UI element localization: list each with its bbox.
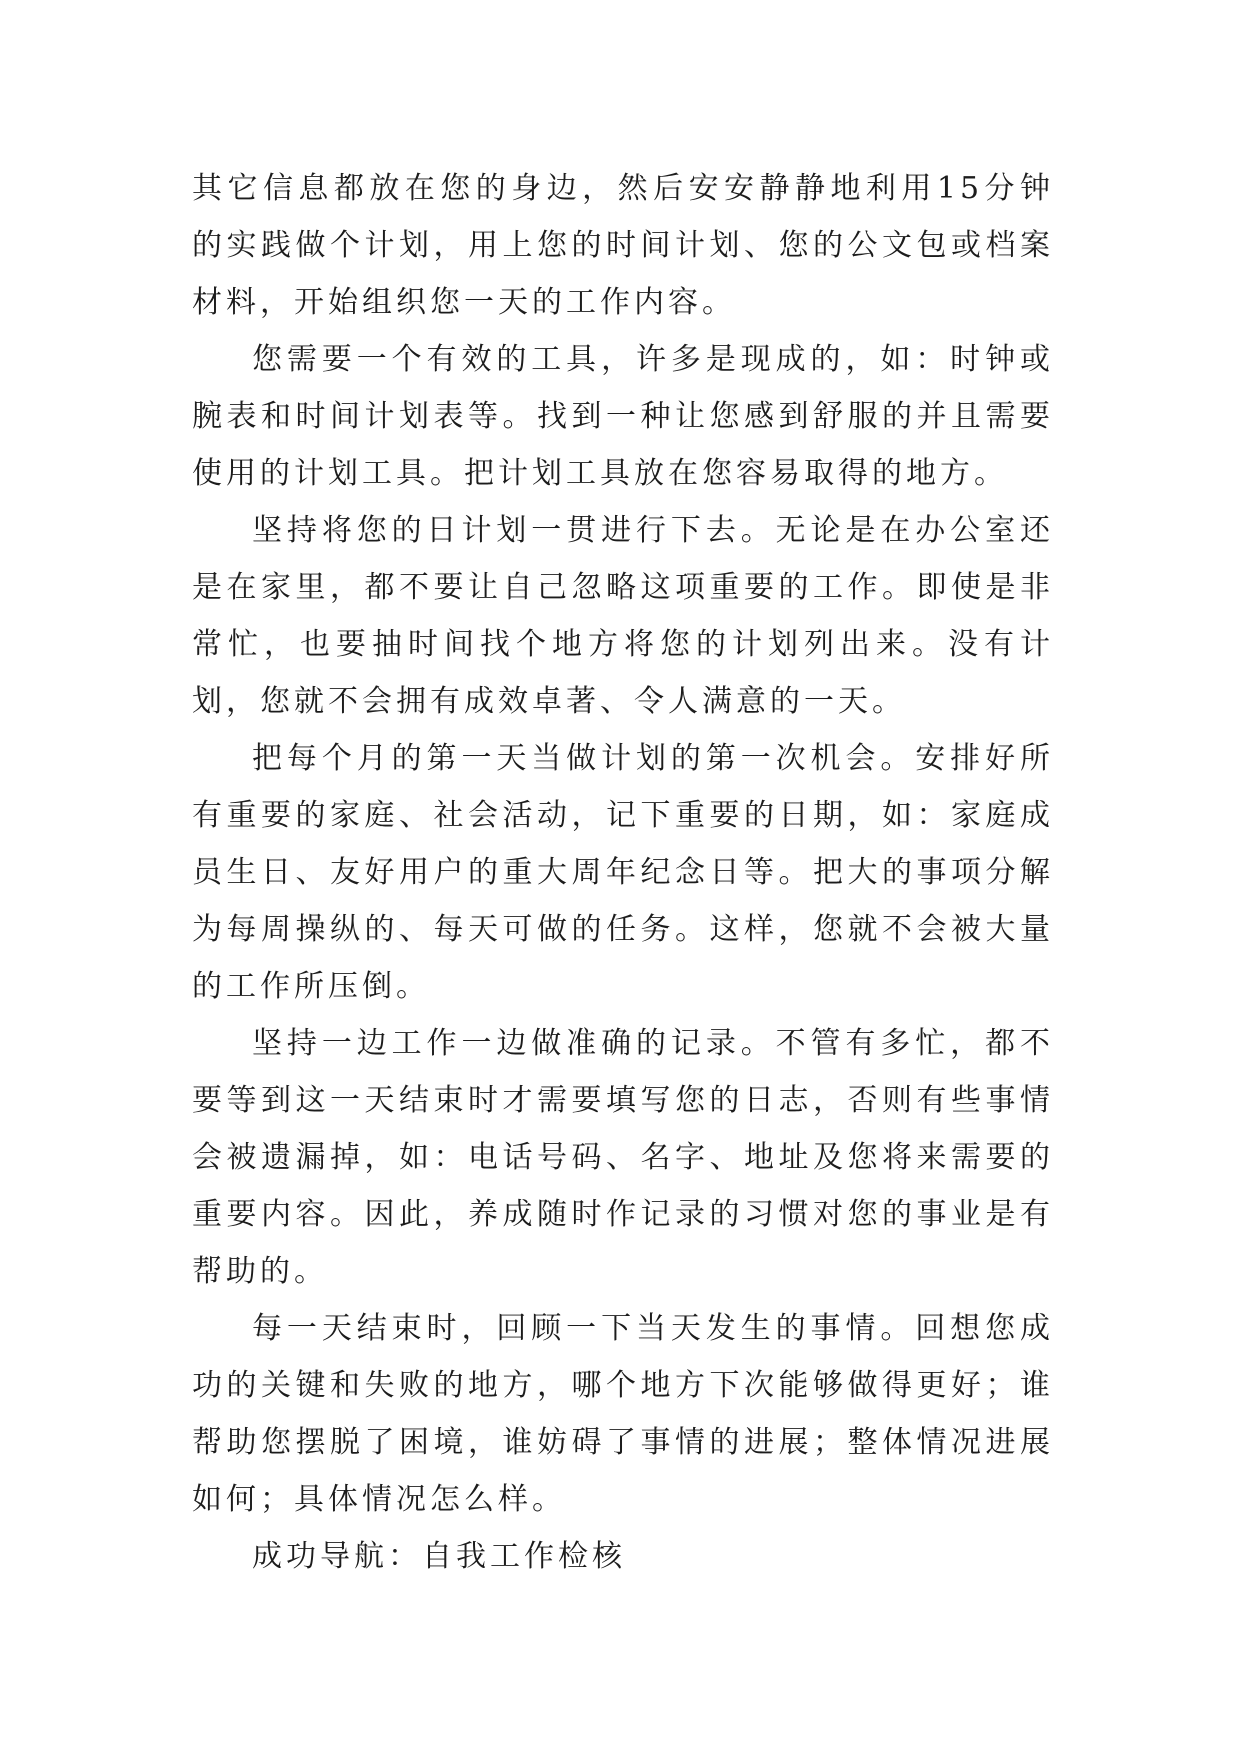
paragraph-monthly-plan: 把每个月的第一天当做计划的第一次机会。安排好所有重要的家庭、社会活动，记下重要的日期，如：家庭成员生日、友好用户的重大周年纪念日等。把大的事项分解为每周操纵的、每天可做的任务。这样，您就不会被大量的工作所压倒。 bbox=[192, 741, 1054, 1004]
paragraph-continuation: 其它信息都放在您的身边，然后安安静静地利用15分钟的实践做个计划，用上您的时间计划、您的公文包或档案材料，开始组织您一天的工作内容。 bbox=[192, 171, 1054, 320]
paragraph-daily-plan: 坚持将您的日计划一贯进行下去。无论是在办公室还是在家里，都不要让自己忽略这项重要的工作。即使是非常忙，也要抽时间找个地方将您的计划列出来。没有计划，您就不会拥有成效卓著、令人满意的一天。 bbox=[192, 513, 1054, 719]
document-body bbox=[192, 160, 1054, 1585]
section-heading: 成功导航：自我工作检核 bbox=[252, 1539, 626, 1574]
paragraph-tools: 您需要一个有效的工具，许多是现成的，如：时钟或腕表和时间计划表等。找到一种让您感到舒服的并且需要使用的计划工具。把计划工具放在您容易取得的地方。 bbox=[192, 342, 1054, 491]
paragraph-review: 每一天结束时，回顾一下当天发生的事情。回想您成功的关键和失败的地方，哪个地方下次能够做得更好；谁帮助您摆脱了困境，谁妨碍了事情的进展；整体情况进展如何；具体情况怎么样。 bbox=[192, 1311, 1054, 1517]
paragraph-records: 坚持一边工作一边做准确的记录。不管有多忙，都不要等到这一天结束时才需要填写您的日志，否则有些事情会被遗漏掉，如：电话号码、名字、地址及您将来需要的重要内容。因此，养成随时作记录的习惯对您的事业是有帮助的。 bbox=[192, 1026, 1054, 1289]
